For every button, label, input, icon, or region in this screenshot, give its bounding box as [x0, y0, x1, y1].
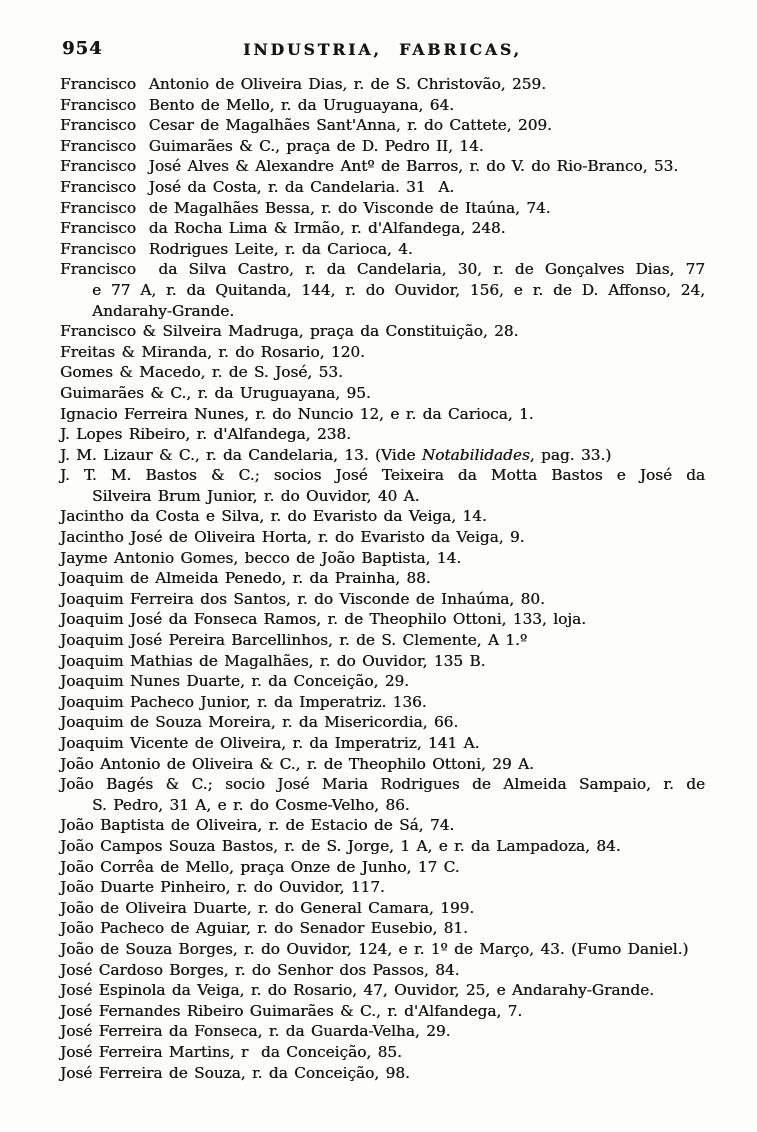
- entry-line: João Campos Souza Bastos, r. de S. Jorge, 1 A, e r. da Lampadoza, 84.: [60, 836, 621, 855]
- entry-line: Joaquim Mathias de Magalhães, r. do Ouvidor, 135 B.: [60, 651, 486, 670]
- entry-line: Francisco Cesar de Magalhães Sant'Anna, r. do Cattete, 209.: [60, 116, 552, 135]
- entry-line: Francisco Guimarães & C., praça de D. Pedro II, 14.: [60, 136, 484, 155]
- entry-line: Freitas & Miranda, r. do Rosario, 120.: [60, 342, 365, 361]
- entry-text: J. M. Lizaur & C., r. da Candelaria, 13. (Vide: [60, 445, 422, 464]
- entry-line: Jacintho José de Oliveira Horta, r. do Evaristo da Veiga, 9.: [60, 528, 525, 547]
- entry-line: João de Souza Borges, r. do Ouvidor, 124, e r. 1º de Março, 43. (Fumo Daniel.): [60, 939, 689, 958]
- italic-reference: Notabilidades: [421, 445, 530, 464]
- entry-line: José Cardoso Borges, r. do Senhor dos Passos, 84.: [60, 960, 460, 979]
- entry-line: José Fernandes Ribeiro Guimarães & C., r. d'Alfandega, 7.: [60, 1001, 523, 1020]
- entry-line: Francisco Rodrigues Leite, r. da Carioca, 4.: [60, 239, 413, 258]
- entry-line: Francisco da Silva Castro, r. da Candelaria, 30, r. de Gonçalves Dias, 77: [60, 260, 705, 279]
- running-title: INDUSTRIA, FABRICAS,: [243, 40, 522, 59]
- entry-line: S. Pedro, 31 A, e r. do Cosme-Velho, 86.: [92, 795, 410, 814]
- entry-line: João Pacheco de Aguiar, r. do Senador Eusebio, 81.: [60, 919, 468, 938]
- entry-line: J. Lopes Ribeiro, r. d'Alfandega, 238.: [60, 425, 351, 444]
- entry-line: e 77 A, r. da Quitanda, 144, r. do Ouvidor, 156, e r. de D. Affonso, 24,: [92, 280, 705, 299]
- entry-line: Gomes & Macedo, r. de S. José, 53.: [60, 363, 343, 382]
- entry-line: Ignacio Ferreira Nunes, r. do Nuncio 12, e r. da Carioca, 1.: [60, 404, 534, 423]
- entry-line: Francisco José da Costa, r. da Candelaria. 31 A.: [60, 177, 455, 196]
- entry-line: José Espinola da Veiga, r. do Rosario, 47, Ouvidor, 25, e Andarahy-Grande.: [60, 981, 654, 1000]
- entry-text: , pag. 33.): [529, 445, 612, 464]
- entry-line: Joaquim Nunes Duarte, r. da Conceição, 29.: [60, 672, 410, 691]
- entry-line: Joaquim José da Fonseca Ramos, r. de Theophilo Ottoni, 133, loja.: [60, 610, 586, 629]
- entry-line: Guimarães & C., r. da Uruguayana, 95.: [60, 383, 371, 402]
- entry-line: Joaquim de Souza Moreira, r. da Misericordia, 66.: [60, 713, 459, 732]
- entry-line: Francisco Antonio de Oliveira Dias, r. de S. Christovão, 259.: [60, 75, 546, 93]
- entry-line: Francisco de Magalhães Bessa, r. do Visconde de Itaúna, 74.: [60, 198, 551, 217]
- entry-line: Jacintho da Costa e Silva, r. do Evaristo da Veiga, 14.: [60, 507, 487, 526]
- entry-line: Joaquim Pacheco Junior, r. da Imperatriz. 136.: [60, 692, 427, 711]
- entry-line: José Ferreira de Souza, r. da Conceição, 98.: [60, 1063, 410, 1082]
- entry-line: João Corrêa de Mello, praça Onze de Junho, 17 C.: [60, 857, 460, 876]
- directory-list: [60, 74, 705, 1083]
- entry-line: Francisco Bento de Mello, r. da Uruguayana, 64.: [60, 95, 454, 114]
- entry-line: João Bagés & C.; socio José Maria Rodrigues de Almeida Sampaio, r. de: [60, 775, 705, 794]
- entry-line: Francisco & Silveira Madruga, praça da Constituição, 28.: [60, 322, 519, 341]
- entry-line: João Antonio de Oliveira & C., r. de Theophilo Ottoni, 29 A.: [60, 754, 534, 773]
- entry-line: Andarahy-Grande.: [92, 301, 235, 320]
- entry-line: Joaquim de Almeida Penedo, r. da Prainha, 88.: [60, 569, 431, 588]
- entry-line: [60, 445, 705, 466]
- page-header: [60, 38, 705, 66]
- entry-line: Joaquim José Pereira Barcellinhos, r. de S. Clemente, A 1.º: [60, 631, 528, 650]
- entry-line: J. T. M. Bastos & C.; socios José Teixeira da Motta Bastos e José da: [60, 466, 705, 485]
- entry-line: Joaquim Vicente de Oliveira, r. da Imperatriz, 141 A.: [60, 734, 480, 752]
- entry-line: Francisco da Rocha Lima & Irmão, r. d'Alfandega, 248.: [60, 219, 506, 238]
- entry-line: José Ferreira da Fonseca, r. da Guarda-Velha, 29.: [60, 1022, 451, 1041]
- entry-line: Francisco José Alves & Alexandre Antº de Barros, r. do V. do Rio-Branco, 53.: [60, 157, 679, 176]
- entry-line: João de Oliveira Duarte, r. do General Camara, 199.: [60, 898, 475, 917]
- entry-line: Jayme Antonio Gomes, becco de João Baptista, 14.: [60, 548, 462, 567]
- page-number: 954: [62, 38, 103, 59]
- entry-line: João Baptista de Oliveira, r. de Estacio de Sá, 74.: [60, 816, 455, 835]
- entry-line: Silveira Brum Junior, r. do Ouvidor, 40 A.: [92, 486, 420, 505]
- entry-line: José Ferreira Martins, r da Conceição, 85.: [60, 1042, 402, 1061]
- entry-line: Joaquim Ferreira dos Santos, r. do Visconde de Inhaúma, 80.: [60, 589, 545, 608]
- entry-line: João Duarte Pinheiro, r. do Ouvidor, 117.: [60, 878, 385, 897]
